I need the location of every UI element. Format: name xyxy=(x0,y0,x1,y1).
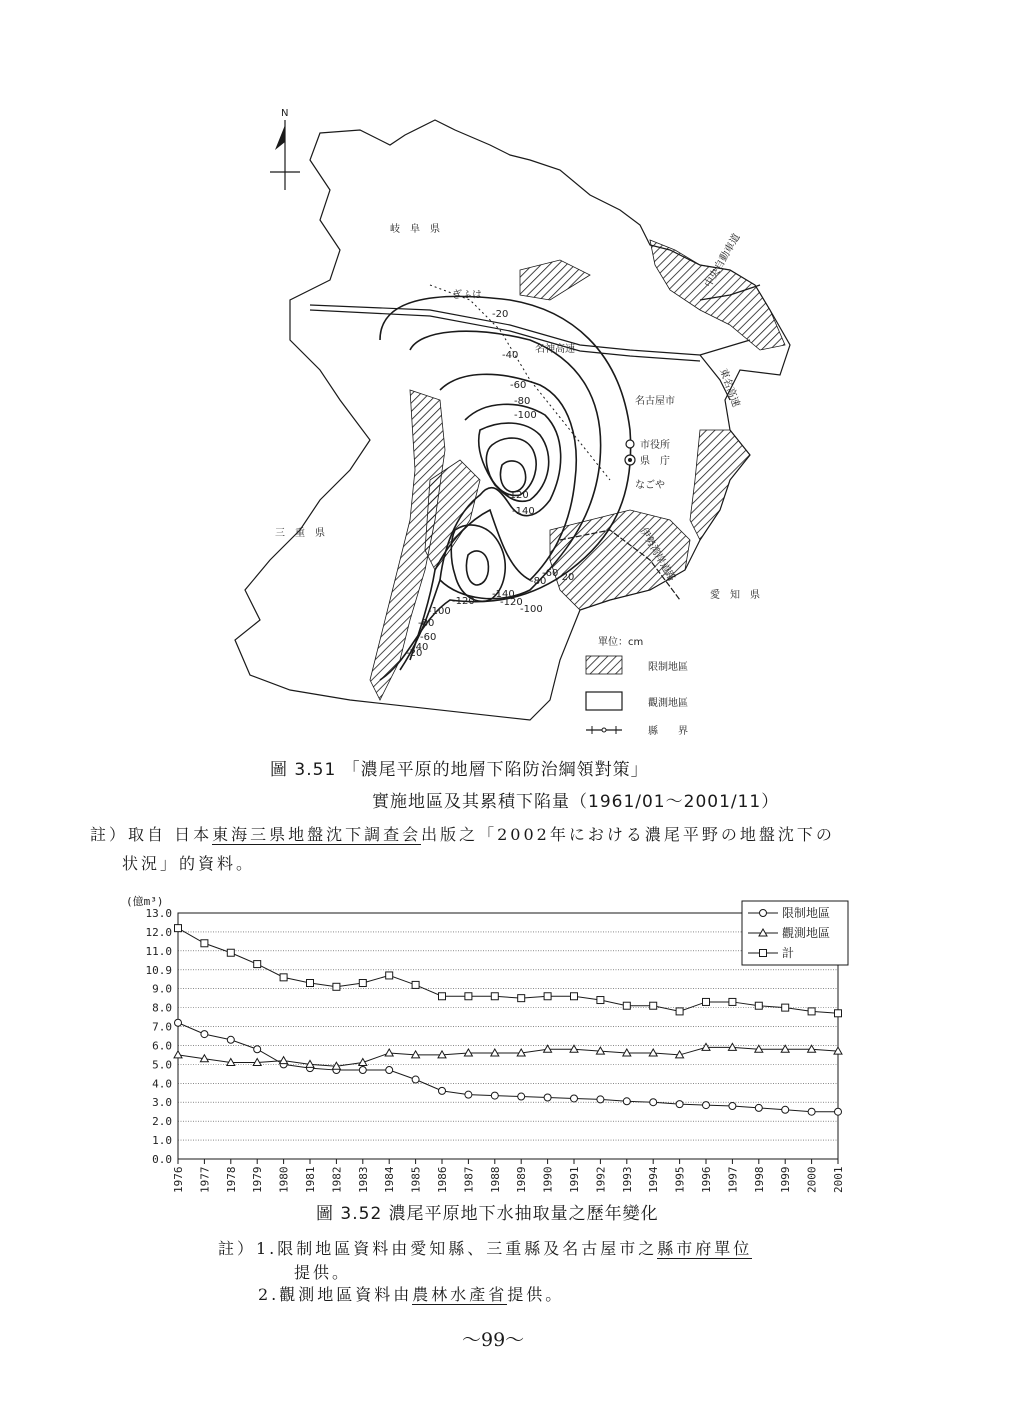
plot-frame xyxy=(178,913,838,1159)
data-point xyxy=(650,1099,657,1106)
data-point xyxy=(597,1096,604,1103)
y-tick-label: 7.0 xyxy=(152,1020,172,1034)
groundwater-chart xyxy=(120,893,860,1193)
x-tick-label: 1998 xyxy=(752,1166,766,1193)
contour-label: -60 xyxy=(420,632,437,643)
data-point xyxy=(703,1102,710,1109)
y-tick-label: 8.0 xyxy=(152,1001,172,1015)
data-point xyxy=(835,1108,842,1115)
x-tick-label: 1985 xyxy=(409,1166,423,1193)
data-point xyxy=(729,1103,736,1110)
note-source-name: 東海三県地盤沈下調查会 xyxy=(212,825,422,844)
y-tick-label: 3.0 xyxy=(152,1096,172,1110)
legend-restricted-label: 限制地區 xyxy=(648,662,688,673)
data-point xyxy=(439,993,446,1000)
x-tick-label: 1992 xyxy=(594,1166,608,1193)
y-tick-label: 4.0 xyxy=(152,1077,172,1091)
contour-label: -140 xyxy=(512,506,535,517)
note2-source: 縣市府單位 xyxy=(657,1239,753,1258)
page-number: ～99～ xyxy=(462,1329,525,1351)
legend-label: 觀測地區 xyxy=(782,926,831,940)
data-point xyxy=(808,1108,815,1115)
note2-line1b: 提供。 xyxy=(294,1263,352,1282)
legend-marker xyxy=(760,910,767,917)
restricted-area-south xyxy=(550,510,690,610)
x-tick-label: 1982 xyxy=(330,1166,344,1193)
subsidence-map xyxy=(230,100,830,750)
data-point xyxy=(465,1091,472,1098)
data-point xyxy=(175,1019,182,1026)
y-tick-label: 5.0 xyxy=(152,1058,172,1072)
data-point xyxy=(254,961,261,968)
legend-boundary-label: 縣 界 xyxy=(648,726,688,737)
note-source-line1 xyxy=(90,822,835,845)
note3-source: 農林水產省 xyxy=(412,1285,508,1304)
data-point xyxy=(518,995,525,1002)
nagoya-city-label: 名古屋市 xyxy=(635,396,675,407)
data-point xyxy=(782,1004,789,1011)
x-tick-label: 1976 xyxy=(172,1166,185,1193)
x-tick-label: 1983 xyxy=(356,1166,370,1193)
x-tick-label: 2000 xyxy=(805,1166,819,1193)
data-point xyxy=(412,1076,419,1083)
y-tick-label: 1.0 xyxy=(152,1134,172,1148)
note3-suffix: 提供。 xyxy=(507,1285,565,1304)
data-point xyxy=(597,997,604,1004)
data-point xyxy=(808,1008,815,1015)
legend-restricted-swatch xyxy=(586,656,622,674)
contour-label: -120 xyxy=(500,597,523,608)
data-point xyxy=(571,1095,578,1102)
legend-label: 限制地區 xyxy=(782,906,831,920)
meishin-highway xyxy=(310,305,750,355)
data-point xyxy=(227,1036,234,1043)
y-tick-label: 9.0 xyxy=(152,982,172,996)
data-point xyxy=(491,993,498,1000)
x-tick-label: 1996 xyxy=(700,1166,713,1193)
legend-boundary-symbol xyxy=(586,726,622,734)
tomei-label: 東名高速 xyxy=(717,367,742,409)
x-tick-label: 1981 xyxy=(304,1166,317,1193)
contour-label: -100 xyxy=(428,606,451,617)
data-point xyxy=(307,980,314,987)
y-tick-label: 11.0 xyxy=(145,944,172,958)
data-point xyxy=(227,949,234,956)
x-tick-label: 1999 xyxy=(779,1166,793,1193)
contour-label: -20 xyxy=(558,572,575,583)
data-point xyxy=(359,980,366,987)
mie-prefecture-label: 三 重 県 xyxy=(275,528,325,539)
data-point xyxy=(623,1002,630,1009)
y-tick-label: 0.0 xyxy=(152,1153,172,1166)
data-point xyxy=(676,1008,683,1015)
isewangan-label: 伊勢湾岸道路 xyxy=(637,526,677,584)
contour-label: -100 xyxy=(514,410,537,421)
x-tick-label: 1987 xyxy=(462,1166,476,1193)
x-tick-label: 2001 xyxy=(832,1166,845,1193)
data-point xyxy=(280,974,287,981)
nagoya-station-label: なごや xyxy=(635,480,665,491)
data-point xyxy=(676,1101,683,1108)
chuo-label: 中央自動車道 xyxy=(703,232,743,290)
note2-prefix: 註）1.限制地區資料由愛知縣、三重縣及名古屋市之 xyxy=(218,1239,658,1258)
x-tick-label: 1986 xyxy=(436,1166,449,1193)
data-point xyxy=(729,998,736,1005)
x-tick-label: 1995 xyxy=(673,1166,687,1193)
data-point xyxy=(782,1106,789,1113)
note-prefix: 註）取自 日本 xyxy=(90,825,213,844)
data-point xyxy=(491,1092,498,1099)
data-point xyxy=(544,993,551,1000)
data-point xyxy=(755,1104,762,1111)
contour-label: -20 xyxy=(492,309,509,320)
data-point xyxy=(623,1098,630,1105)
north-arrow-icon xyxy=(270,108,300,190)
contour-140b xyxy=(466,551,488,585)
contour-label: -20 xyxy=(406,648,423,659)
restricted-area-north xyxy=(520,260,590,300)
data-point xyxy=(254,1046,261,1053)
data-point xyxy=(201,940,208,947)
note2-line2 xyxy=(258,1282,564,1305)
x-tick-label: 1997 xyxy=(726,1166,740,1193)
contour-label: -80 xyxy=(514,396,531,407)
x-tick-label: 1991 xyxy=(568,1166,581,1193)
y-unit-label: (億m³) xyxy=(126,895,164,908)
note-source-line2: 状況」的資料。 xyxy=(122,854,256,873)
contour-label: -120 xyxy=(506,490,529,501)
data-point xyxy=(439,1087,446,1094)
data-point xyxy=(359,1067,366,1074)
data-point xyxy=(835,1010,842,1017)
data-point xyxy=(201,1031,208,1038)
data-point xyxy=(386,1067,393,1074)
gifu-prefecture-label: 岐 阜 県 xyxy=(390,224,440,235)
figure-3-51-caption: 圖 3.51 「濃尾平原的地層下陷防治綱領對策」 xyxy=(270,760,649,780)
region-outline xyxy=(235,120,790,720)
data-point xyxy=(544,1094,551,1101)
data-point xyxy=(755,1002,762,1009)
y-tick-label: 2.0 xyxy=(152,1115,172,1129)
north-label: N xyxy=(281,108,289,119)
note3-prefix: 2.觀測地區資料由 xyxy=(258,1285,413,1304)
contour-label: -60 xyxy=(542,568,559,579)
data-point xyxy=(175,925,182,932)
figure-3-51-caption-line2: 實施地區及其累積下陷量（1961/01～2001/11） xyxy=(372,792,780,812)
data-point xyxy=(518,1093,525,1100)
x-tick-label: 1994 xyxy=(647,1166,661,1193)
data-point xyxy=(333,983,340,990)
x-tick-label: 1988 xyxy=(488,1166,502,1193)
contour-140a xyxy=(500,461,525,492)
y-tick-label: 13.0 xyxy=(145,907,172,920)
legend-label: 計 xyxy=(782,946,795,960)
data-point xyxy=(386,972,393,979)
x-tick-label: 1989 xyxy=(515,1166,529,1193)
aichi-prefecture-label: 愛 知 県 xyxy=(710,590,760,601)
x-tick-label: 1980 xyxy=(277,1166,291,1193)
city-hall-label: 市役所 xyxy=(640,440,670,451)
legend-observed-swatch xyxy=(586,692,622,710)
contour-label: -140 xyxy=(492,589,515,600)
y-tick-label: 10.9 xyxy=(145,963,172,977)
data-point xyxy=(571,993,578,1000)
contour-label: -80 xyxy=(530,576,547,587)
contour-label: -100 xyxy=(520,604,543,615)
x-tick-label: 1977 xyxy=(198,1166,212,1193)
restricted-area-ne xyxy=(650,240,785,350)
contour-label: -40 xyxy=(502,350,519,361)
legend-marker xyxy=(760,950,767,957)
x-tick-label: 1993 xyxy=(620,1166,634,1193)
note-suffix: 出版之「2002年における濃尾平野の地盤沈下の xyxy=(421,825,835,844)
legend-observed-label: 觀測地區 xyxy=(648,698,688,709)
data-point xyxy=(465,993,472,1000)
x-tick-label: 1978 xyxy=(224,1166,238,1193)
y-tick-label: 6.0 xyxy=(152,1039,172,1053)
contour-label: -40 xyxy=(412,642,429,653)
restricted-area-east xyxy=(690,430,750,540)
figure-3-52-caption: 圖 3.52 濃尾平原地下水抽取量之歷年變化 xyxy=(316,1204,659,1224)
x-tick-label: 1979 xyxy=(251,1166,265,1193)
contour-120 xyxy=(486,438,536,495)
data-point xyxy=(412,981,419,988)
gifu-station-label: ぎふは xyxy=(452,290,482,301)
x-tick-label: 1990 xyxy=(541,1166,555,1193)
pref-office-label: 県 庁 xyxy=(640,456,670,467)
y-tick-label: 12.0 xyxy=(145,925,172,939)
legend-unit: 單位：cm xyxy=(598,637,644,648)
data-point xyxy=(650,1002,657,1009)
note2-line1 xyxy=(218,1236,752,1259)
data-point xyxy=(703,998,710,1005)
meishin-label: 名神高速 xyxy=(535,344,575,355)
contour-label: -120 xyxy=(452,596,475,607)
contour-label: -80 xyxy=(418,618,435,629)
contour-label: -60 xyxy=(510,380,527,391)
city-hall-marker xyxy=(626,440,634,448)
x-tick-label: 1984 xyxy=(383,1166,397,1193)
